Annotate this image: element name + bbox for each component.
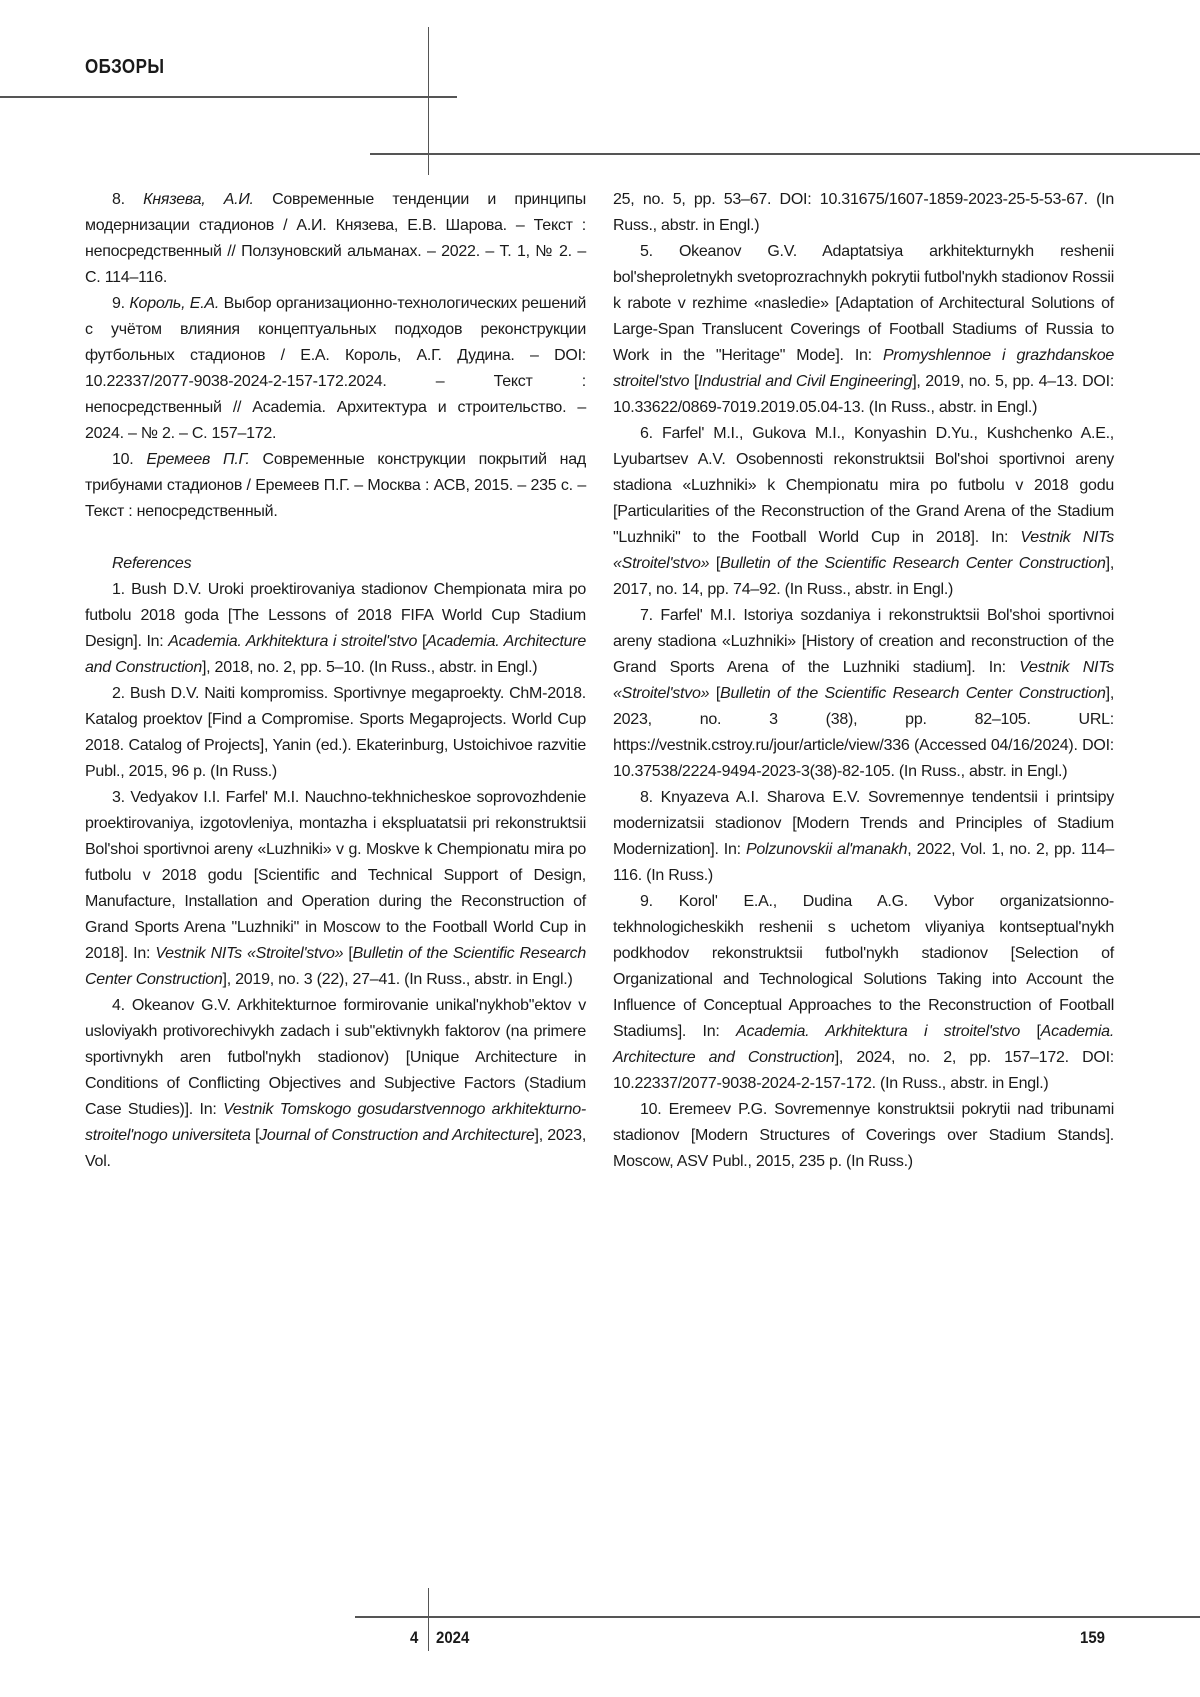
- page-number: 159: [1080, 1628, 1105, 1648]
- reference-entry: [613, 889, 1114, 1097]
- issue-number: 4: [410, 1628, 418, 1648]
- text: ], 2023, no. 3 (38), pp. 82–105. URL: https://vestnik.cstroy.ru/jour/article/view/336 (Accessed 04/16/2024). DOI: 10.37538/2224-9494-2023-3(38)-82-105. (In Russ., abstr. in Engl.): [613, 685, 1114, 780]
- text: ], 2023, Vol.: [85, 1127, 586, 1170]
- italic-text: Journal of Construction and Architecture: [259, 1127, 534, 1144]
- header-vertical-rule: [428, 27, 429, 175]
- text: ], 2017, no. 14, pp. 74–92. (In Russ., abstr. in Engl.): [613, 555, 1114, 598]
- italic-text: Bulletin of the Scientific Research Center Construction: [720, 555, 1106, 572]
- text: ], 2019, no. 3 (22), 27–41. (In Russ., abstr. in Engl.): [223, 971, 573, 988]
- text: ], 2019, no. 5, pp. 4–13. DOI: 10.33622/0869-7019.2019.05.04-13. (In Russ., abstr. in Engl.): [613, 373, 1114, 416]
- reference-entry: [613, 1097, 1114, 1175]
- italic-text: Князева, А.И.: [143, 191, 254, 208]
- italic-text: Academia. Architecture and Construction: [85, 633, 586, 676]
- right-column: [613, 187, 1114, 1175]
- reference-entry: [85, 785, 586, 993]
- italic-text: Promyshlennoe i grazhdanskoe stroitel'stvo: [613, 347, 1114, 390]
- text: 8.: [112, 191, 143, 208]
- italic-text: Polzunovskii al'manakh: [746, 841, 907, 858]
- reference-entry: [85, 681, 586, 785]
- italic-text: Academia. Arkhitektura i stroitel'stvo: [168, 633, 417, 650]
- reference-entry: [85, 551, 586, 577]
- text: 25, no. 5, pp. 53–67. DOI: 10.31675/1607-1859-2023-25-5-53-67. (In Russ., abstr. in Engl.): [613, 191, 1114, 234]
- italic-text: Bulletin of the Scientific Research Center Construction: [85, 945, 586, 988]
- header-rule-top: [0, 96, 457, 98]
- italic-text: Academia. Arkhitektura i stroitel'stvo: [736, 1023, 1020, 1040]
- text: 7. Farfel' M.I. Istoriya sozdaniya i rekonstruktsii Bol'shoi sportivnoi areny stadiona «Luzhniki» [History of creation and reconstruction of the Grand Sports Arena of the Luzhniki stadium]. In:: [613, 607, 1114, 676]
- text: ], 2024, no. 2, pp. 157–172. DOI: 10.22337/2077-9038-2024-2-157-172. (In Russ., abstr. in Engl.): [613, 1049, 1114, 1092]
- text: Выбор организационно-технологических решений с учётом влияния концептуальных подходов реконструкции футбольных стадионов / Е.А. Король, А.Г. Дудина. – DOI: 10.22337/2077-9038-2024-2-157-172.2024. – Текст : непосредственный // Academia. Архитектура и строительство. – 2024. – № 2. – С. 157–172.: [85, 295, 586, 442]
- reference-entry: [613, 603, 1114, 785]
- text: 10. Eremeev P.G. Sovremennye konstruktsii pokrytii nad tribunami stadionov [Modern Structures of Coverings over Stadium Stands]. Moscow, ASV Publ., 2015, 235 p. (In Russ.): [613, 1101, 1114, 1170]
- text: [: [343, 945, 352, 962]
- reference-entry: [85, 577, 586, 681]
- text: [: [709, 555, 720, 572]
- text: [: [709, 685, 720, 702]
- italic-text: Король, Е.А.: [129, 295, 219, 312]
- reference-entry: [85, 447, 586, 525]
- text: 8. Knyazeva A.I. Sharova E.V. Sovremennye tendentsii i printsipy modernizatsii stadionov [Modern Trends and Principles of Stadium Modernization]. In:: [613, 789, 1114, 858]
- reference-entry: [85, 993, 586, 1175]
- footer-rule: [355, 1616, 1200, 1618]
- reference-entry: [613, 239, 1114, 421]
- text: 10.: [112, 451, 146, 468]
- section-title: ОБЗОРЫ: [85, 56, 164, 79]
- text: ], 2018, no. 2, pp. 5–10. (In Russ., abstr. in Engl.): [202, 659, 537, 676]
- text: , 2022, Vol. 1, no. 2, pp. 114–116. (In Russ.): [613, 841, 1114, 884]
- text: Современные тенденции и принципы модернизации стадионов / А.И. Князева, Е.В. Шарова. – Текст : непосредственный // Ползуновский альманах. – 2022. – Т. 1, № 2. – С. 114–116.: [85, 191, 586, 286]
- header-rule-bottom: [370, 153, 1200, 155]
- text: [: [1020, 1023, 1041, 1040]
- text: Современные конструкции покрытий над трибунами стадионов / Еремеев П.Г. – Москва : АСВ, 2015. – 235 с. – Текст : непосредственный.: [85, 451, 586, 520]
- text: 4. Okeanov G.V. Arkhitekturnoe formirovanie unikal'nykhob"ektov v usloviyakh protivorechivykh zadach i sub"ektivnykh faktorov (na primere sportivnykh aren futbol'nykh stadionov) [Unique Architecture in Conditions of Conflicting Objectives and Subjective Factors (Stadium Case Studies)]. In:: [85, 997, 586, 1118]
- text: [: [417, 633, 426, 650]
- text: 1. Bush D.V. Uroki proektirovaniya stadionov Chempionata mira po futbolu 2018 goda [The Lessons of 2018 FIFA World Cup Stadium Design]. In:: [85, 581, 586, 650]
- text: 3. Vedyakov I.I. Farfel' M.I. Nauchno-tekhnicheskoe soprovozhdenie proektirovaniya, izgotovleniya, montazha i ekspluatatsii pri rekonstruktsii Bol'shoi sportivnoi areny «Luzhniki» v g. Moskve k Chempionatu mira po futbolu v 2018 godu [Scientific and Technical Support of Design, Manufacture, Installation and Operation during the Reconstruction of Grand Sports Arena "Luzhniki" in Moscow to the Football World Cup in 2018]. In:: [85, 789, 586, 962]
- footer-vertical-rule: [428, 1588, 429, 1651]
- italic-text: Academia. Architecture and Construction: [613, 1023, 1114, 1066]
- text: [: [251, 1127, 260, 1144]
- reference-entry: [613, 421, 1114, 603]
- left-column: [85, 187, 586, 1175]
- italic-text: Vestnik NITs «Stroitel'stvo»: [155, 945, 343, 962]
- reference-entry: [85, 187, 586, 291]
- italic-text: Bulletin of the Scientific Research Center Construction: [720, 685, 1106, 702]
- text: 6. Farfel' M.I., Gukova M.I., Konyashin D.Yu., Kushchenko A.E., Lyubartsev A.V. Osobennosti rekonstruktsii Bol'shoi sportivnoi areny stadiona «Luzhniki» k Chempionatu mira po futbolu v 2018 godu [Particularities of the Reconstruction of the Grand Arena of the Stadium "Luzhniki" to the Football World Cup in 2018]. In:: [613, 425, 1114, 546]
- text: 9.: [112, 295, 129, 312]
- text: 2. Bush D.V. Naiti kompromiss. Sportivnye megaproekty. ChM-2018. Katalog proektov [Find a Compromise. Sports Megaprojects. World Cup 2018. Catalog of Projects], Yanin (ed.). Ekaterinburg, Ustoichivoe razvitie Publ., 2015, 96 p. (In Russ.): [85, 685, 586, 780]
- issue-year: 2024: [436, 1628, 469, 1648]
- italic-text: Industrial and Civil Engineering: [698, 373, 912, 390]
- text: 9. Korol' E.A., Dudina A.G. Vybor organizatsionno-tekhnologicheskikh reshenii s uchetom vliyaniya kontseptual'nykh podkhodov rekonstruktsii futbol'nykh stadionov [Selection of Organizational and Technological Solutions Taking into Account the Influence of Conceptual Approaches to the Reconstruction of Football Stadiums]. In:: [613, 893, 1114, 1040]
- text: 5. Okeanov G.V. Adaptatsiya arkhitekturnykh reshenii bol'sheproletnykh svetoprozrachnykh pokrytii futbol'nykh stadionov Rossii k rabote v rezhime «nasledie» [Adaptation of Architectural Solutions of Large-Span Translucent Coverings of Football Stadiums of Russia to Work in the "Heritage" Mode]. In:: [613, 243, 1114, 364]
- reference-entry: [613, 187, 1114, 239]
- italic-text: Vestnik Tomskogo gosudarstvennogo arkhitekturno-stroitel'nogo universiteta: [85, 1101, 586, 1144]
- reference-entry: [613, 785, 1114, 889]
- reference-entry: [85, 291, 586, 447]
- italic-text: References: [112, 555, 191, 572]
- italic-text: Vestnik NITs «Stroitel'stvo»: [613, 529, 1114, 572]
- text: [: [689, 373, 698, 390]
- italic-text: Еремеев П.Г.: [146, 451, 249, 468]
- italic-text: Vestnik NITs «Stroitel'stvo»: [613, 659, 1114, 702]
- paragraph-gap: [85, 525, 586, 551]
